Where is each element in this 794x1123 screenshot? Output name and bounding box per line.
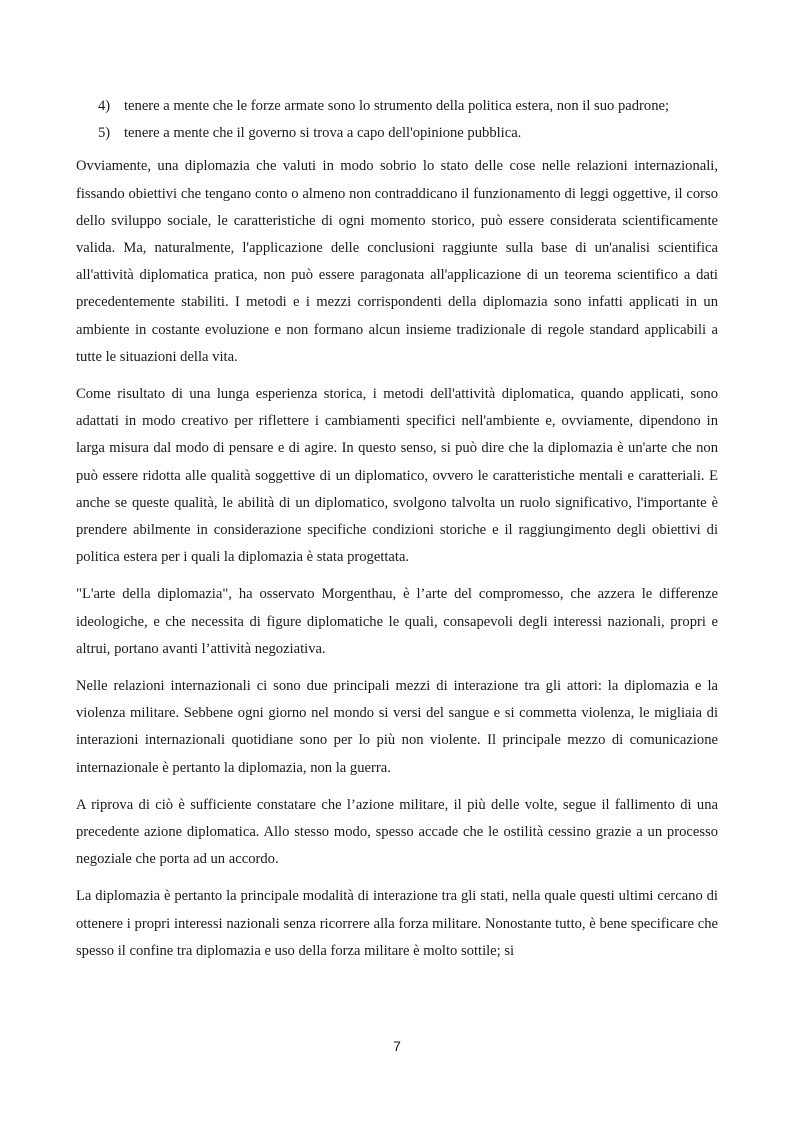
list-item-text: tenere a mente che le forze armate sono lo strumento della politica estera, non il suo padrone; bbox=[124, 98, 670, 114]
list-item-number: 5) bbox=[98, 125, 111, 142]
list-item-text: tenere a mente che il governo si trova a capo dell'opinione pubblica. bbox=[124, 125, 522, 142]
page-body bbox=[76, 93, 718, 965]
paragraph-diplomazia-scientifica: Ovviamente, una diplomazia che valuti in modo sobrio lo stato delle cose nelle relazioni internazionali, fissando obiettivi che tengano conto o almeno non contraddicano il funzionamento di leggi oggettive, il corso dello sviluppo sociale, le caratteristiche di ogni momento storico, può essere considerata scientificamente valida. Ma, naturalmente, l'applicazione delle conclusioni raggiunte sulla base di un'analisi scientifica all'attività diplomatica pratica, non può essere paragonata all'applicazione di un teorema scientifico a dati precedentemente stabiliti. I metodi e i mezzi corrispondenti della diplomazia sono infatti applicati in un ambiente in costante evoluzione e non formano alcun insieme tradizionale di regole standard applicabili a tutte le situazioni della vita. bbox=[76, 158, 718, 365]
paragraph-modalita-interazione: La diplomazia è pertanto la principale modalità di interazione tra gli stati, nella quale questi ultimi cercano di ottenere i propri interessi nazionali senza ricorrere alla forza militare. Nonostante tutto, è bene specificare che spesso il confine tra diplomazia e uso della forza militare è molto sottile; si bbox=[76, 888, 718, 959]
paragraph-azione-militare: A riprova di ciò è sufficiente constatare che l’azione militare, il più delle volte, segue il fallimento di una precedente azione diplomatica. Allo stesso modo, spesso accade che le ostilità cessino grazie a un processo negoziale che porta ad un accordo. bbox=[76, 796, 718, 868]
list-item bbox=[76, 93, 718, 120]
numbered-list bbox=[76, 93, 718, 147]
paragraph-mezzi-interazione: Nelle relazioni internazionali ci sono due principali mezzi di interazione tra gli attori: la diplomazia e la violenza militare. Sebbene ogni giorno nel mondo si versi del sangue e si commetta violenza, le migliaia di interazioni internazionali quotidiane sono per lo più non violente. Il principale mezzo di comunicazione internazionale è pertanto la diplomazia, non la guerra. bbox=[76, 678, 718, 776]
list-item-number: 4) bbox=[98, 98, 111, 114]
paragraph-metodi-diplomatici: Come risultato di una lunga esperienza storica, i metodi dell'attività diplomatica, quando applicati, sono adattati in modo creativo per riflettere i cambiamenti specifici nell'ambiente e, ovviamente, dipendono in larga misura dal modo di pensare e di agire. In questo senso, si può dire che la diplomazia è un'arte che non può essere ridotta alle qualità soggettive di un diplomatico, ovvero le caratteristiche mentali e caratteriali. E anche se queste qualità, le abilità di un diplomatico, svolgono talvolta un ruolo significativo, l'importante è prendere abilmente in considerazione specifiche condizioni storiche e il raggiungimento degli obiettivi di politica estera per i quali la diplomazia è stata progettata. bbox=[76, 386, 718, 566]
paragraph-morgenthau-quote: "L'arte della diplomazia", ha osservato Morgenthau, è l’arte del compromesso, che azzera le differenze ideologiche, e che necessita di figure diplomatiche le quali, consapevoli degli interessi nazionali, propri e altrui, portano avanti l’attività negoziativa. bbox=[76, 586, 718, 657]
page-number: 7 bbox=[393, 1038, 401, 1054]
list-item bbox=[76, 120, 718, 147]
